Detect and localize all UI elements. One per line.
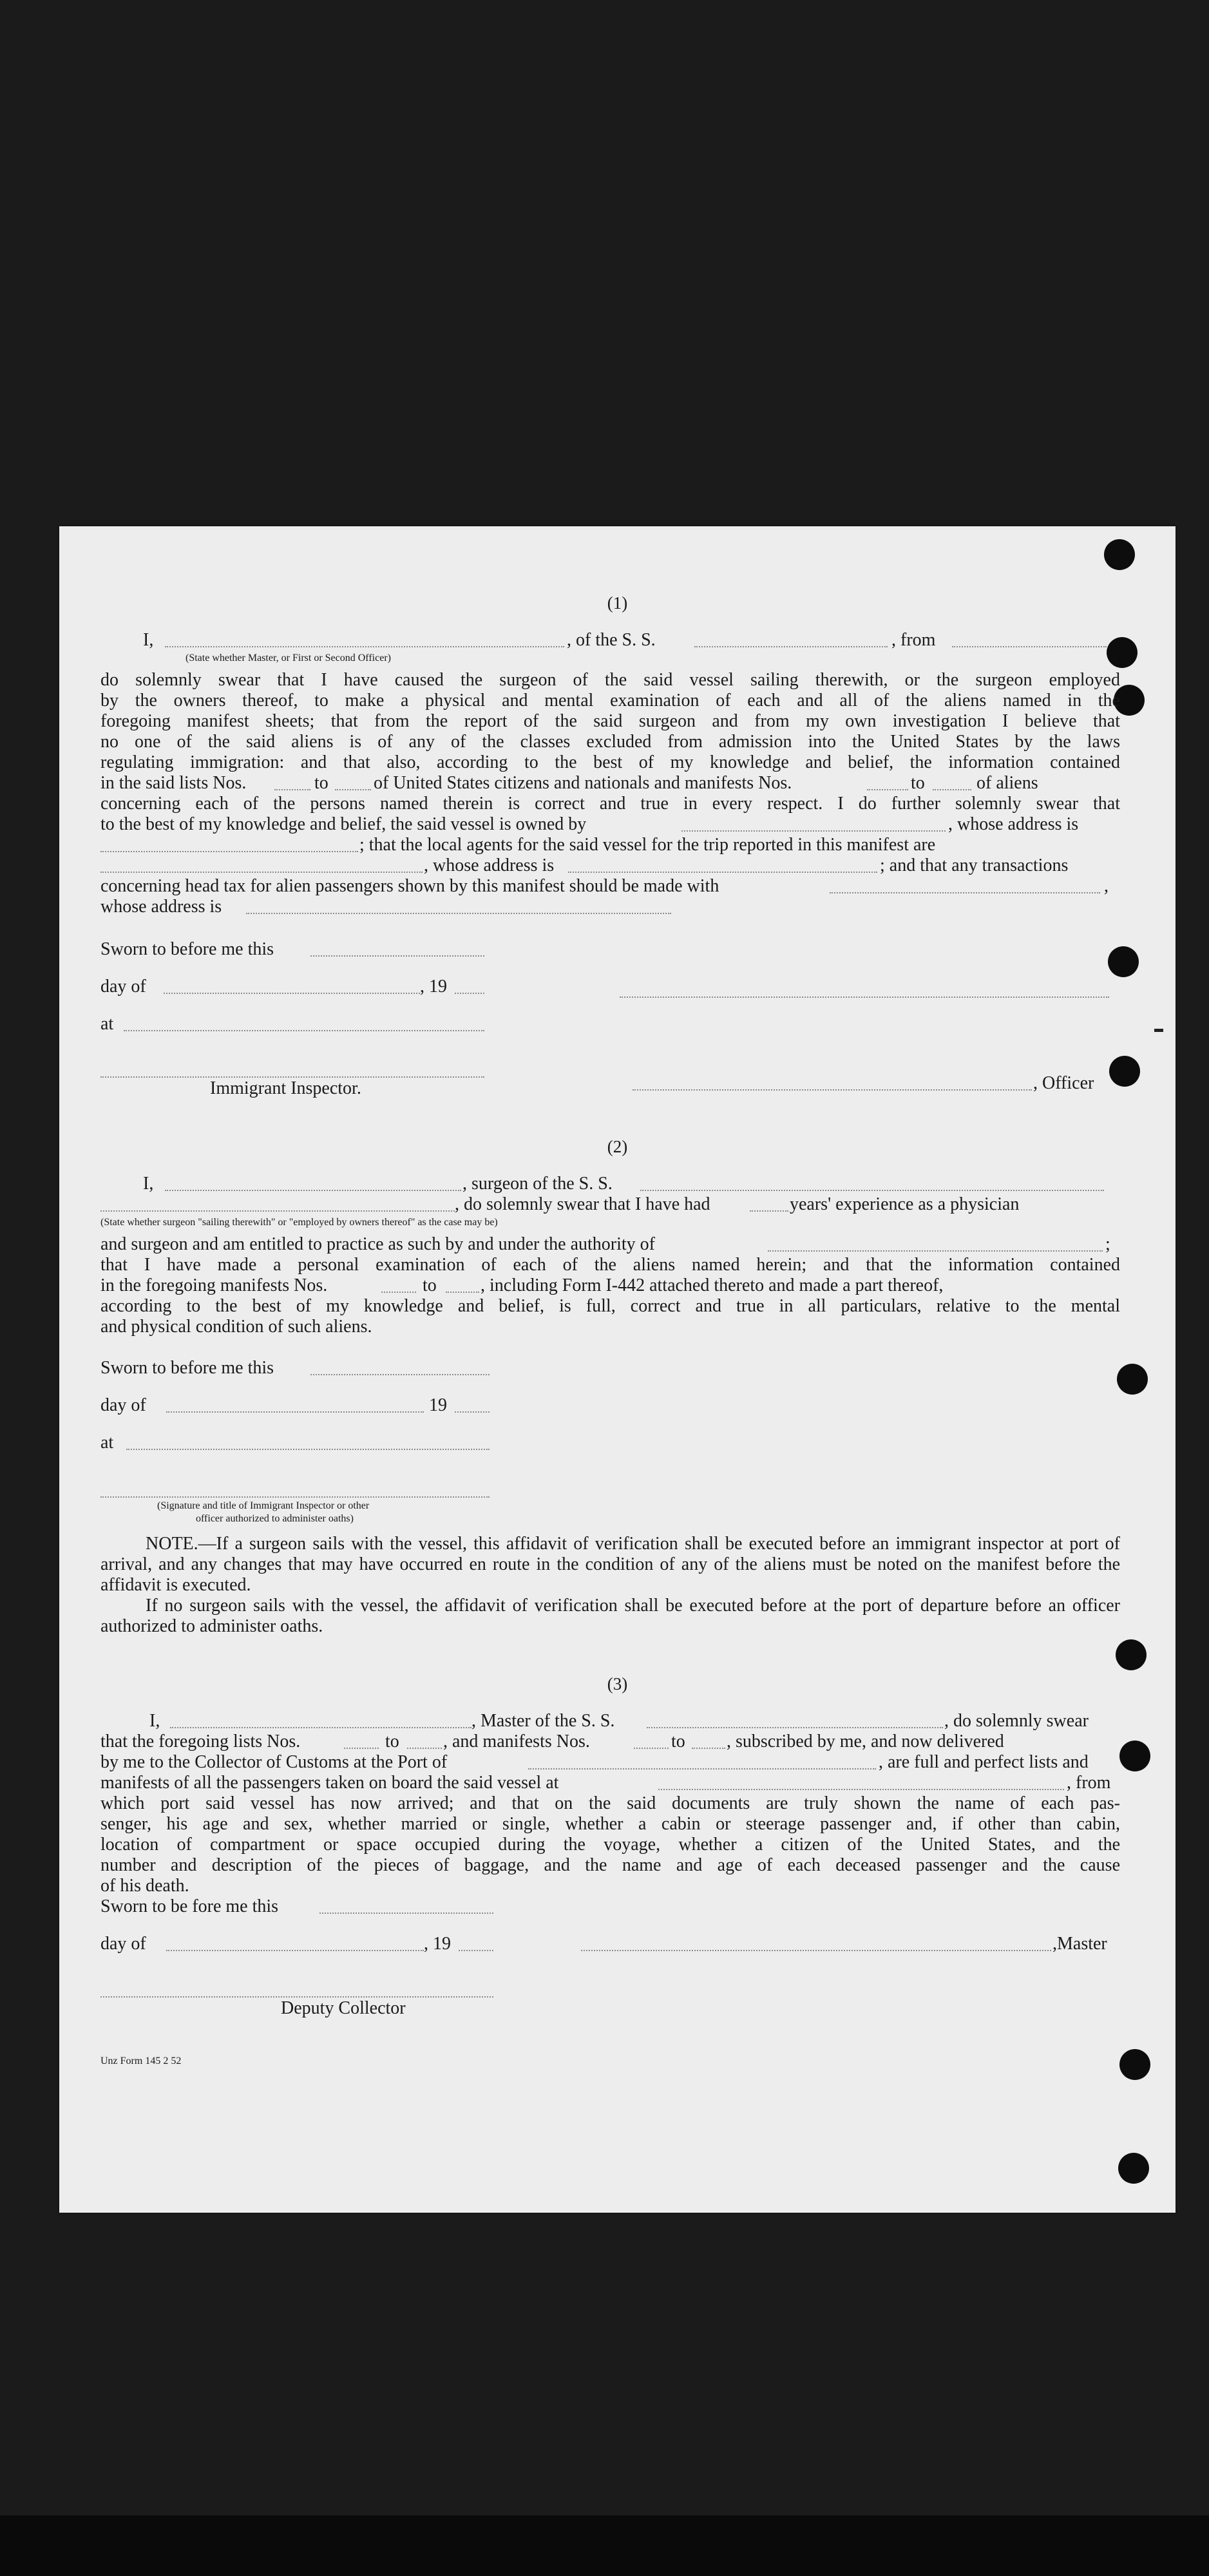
foregoing-lists-to-blank[interactable] [407, 1748, 442, 1749]
section-1-body-line: regulating immigration: and that also, according to the best of my knowledge and belief, the information contained [100, 752, 1120, 772]
section-3-body-line: senger, his age and sex, whether married or single, whether a cabin or steerage passenger and, if other than cabin, [100, 1814, 1120, 1834]
years-blank[interactable] [750, 1210, 788, 1212]
foregoing-lists-to-label: to [385, 1732, 399, 1751]
master-manifests-to-blank[interactable] [692, 1748, 725, 1749]
year-label: 19 [429, 1395, 447, 1415]
section-3-body-line: which port said vessel has now arrived; and that on the said documents are truly shown the name of each pas- [100, 1793, 1120, 1813]
section-3-last-line: of his death. [100, 1876, 189, 1896]
head-tax-comma: , [1104, 876, 1109, 896]
surgeon-ship-blank[interactable] [640, 1190, 1104, 1191]
master-of-ss: , Master of the S. S. [471, 1711, 615, 1731]
punch-hole [1119, 1741, 1150, 1771]
foregoing-lists-from-blank[interactable] [344, 1748, 379, 1749]
owner-blank[interactable] [681, 830, 946, 832]
lists-from-blank[interactable] [274, 789, 310, 790]
section-1-body-line: foregoing manifest sheets; that from the report of the said surgeon and from my own investigation I believe that [100, 711, 1120, 731]
surgeon-manifests-to-label: to [423, 1275, 437, 1295]
section-1-of-ss: , of the S. S. [567, 630, 656, 650]
head-tax-label: concerning head tax for alien passengers shown by this manifest should be made with [100, 876, 719, 896]
year-blank[interactable] [459, 1950, 493, 1951]
sworn-label: Sworn to be fore me this [100, 1896, 279, 1916]
section-3-i: I, [149, 1711, 160, 1731]
section-1-number: (1) [607, 593, 628, 613]
perfect-lists-label: , are full and perfect lists and [879, 1752, 1089, 1772]
section-2-caption: (State whether surgeon "sailing therewith" or "employed by owners thereof" as the case may be) [100, 1217, 498, 1228]
owner-address-label: , whose address is [948, 814, 1079, 834]
lists-to-label: to [314, 773, 328, 793]
lists-to-blank[interactable] [335, 789, 371, 790]
section-2-body-line: that I have made a personal examination of each of the aliens named herein; and that the information contained [100, 1255, 1120, 1275]
punch-hole [1117, 1364, 1148, 1395]
sworn-blank[interactable] [310, 955, 484, 957]
officer-name-blank[interactable] [633, 1089, 1032, 1091]
master-manifests-to-label: to [671, 1732, 685, 1751]
section-3-body-line: number and description of the pieces of baggage, and the name and age of each deceased passenger and the cause [100, 1855, 1120, 1875]
inspector-title: Immigrant Inspector. [210, 1078, 361, 1098]
sworn-blank[interactable] [310, 1374, 490, 1375]
section-1-from: , from [891, 630, 936, 650]
punch-hole [1107, 637, 1138, 668]
section-1-body-line: no one of the said aliens is of any of the classes excluded from admission into the United States by the laws [100, 732, 1120, 752]
year-label: , 19 [424, 1934, 451, 1954]
sworn-label: Sworn to before me this [100, 1358, 274, 1378]
officer-name-blank[interactable] [165, 646, 564, 647]
officer-title: , Officer [1033, 1073, 1094, 1093]
officer-signature-blank[interactable] [620, 997, 1109, 998]
master-manifests-from-blank[interactable] [634, 1748, 669, 1749]
lists-nos-label: in the said lists Nos. [100, 773, 247, 793]
year-label: , 19 [420, 977, 447, 997]
section-1-body-line: concerning each of the persons named therein is correct and true in every respect. I do further solemnly swear that [100, 794, 1120, 814]
master-swear: , do solemnly swear [944, 1711, 1089, 1731]
master-signature-blank[interactable] [581, 1950, 1051, 1951]
surgeon-swear: , do solemnly swear that I have had [455, 1194, 710, 1214]
departure-port-blank[interactable] [952, 646, 1107, 647]
punch-hole [1104, 539, 1135, 570]
of-aliens-label: of aliens [976, 773, 1038, 793]
section-2-body-line: according to the best of my knowledge and belief, is full, correct and true in all particulars, relative to the mental [100, 1296, 1120, 1316]
section-1-i: I, [143, 630, 154, 650]
section-3-number: (3) [607, 1674, 628, 1693]
section-2-i: I, [143, 1174, 154, 1194]
sworn-blank[interactable] [319, 1913, 493, 1914]
manifests-to-label: to [911, 773, 925, 793]
at-place-blank[interactable] [126, 1449, 490, 1450]
punch-hole [1108, 946, 1139, 977]
sworn-label: Sworn to before me this [100, 939, 274, 959]
manifests-nos-label: in the foregoing manifests Nos. [100, 1275, 328, 1295]
authority-blank[interactable] [768, 1250, 1103, 1252]
fold-mark [1154, 1029, 1163, 1032]
boarding-port-blank[interactable] [658, 1789, 1064, 1790]
owner-address-blank[interactable] [100, 851, 358, 852]
authority-semicolon: ; [1105, 1234, 1110, 1254]
section-1-body-line: do solemnly swear that I have caused the surgeon of the said vessel sailing therewith, or the surgeon employed [100, 670, 1120, 690]
surgeon-type-blank[interactable] [100, 1210, 455, 1212]
manifests-nos-label: , and manifests Nos. [443, 1732, 590, 1751]
at-label: at [100, 1433, 114, 1453]
surgeon-of-ss: , surgeon of the S. S. [462, 1174, 613, 1194]
local-agents-label: ; that the local agents for the said vessel for the trip reported in this manifest are [359, 835, 936, 855]
form-identifier: Unz Form 145 2 52 [100, 2056, 182, 2066]
agents-address-blank[interactable] [568, 872, 877, 873]
scanner-background-band [0, 2515, 1209, 2576]
surgeon-manifests-to-blank[interactable] [446, 1292, 479, 1293]
signature-caption: officer authorized to administer oaths) [196, 1513, 354, 1524]
signature-caption: (Signature and title of Immigrant Inspector or other [157, 1500, 370, 1511]
master-name-blank[interactable] [170, 1727, 471, 1728]
deputy-collector-title: Deputy Collector [281, 1998, 406, 2018]
day-of-label: day of [100, 977, 146, 997]
section-1-caption: (State whether Master, or First or Second Officer) [186, 653, 391, 663]
punch-hole [1119, 2049, 1150, 2080]
surgeon-name-blank[interactable] [165, 1190, 461, 1191]
no-surgeon-note: If no surgeon sails with the vessel, the affidavit of verification shall be executed before at the port of departure before an officer authorized to administer oaths. [100, 1596, 1120, 1636]
section-3-body-line: location of compartment or space occupied during the voyage, whether a citizen of the United States, and the [100, 1835, 1120, 1855]
from-label: , from [1067, 1773, 1111, 1793]
head-tax-blank[interactable] [830, 892, 1100, 893]
day-of-label: day of [100, 1395, 146, 1415]
section-2-number: (2) [607, 1137, 628, 1156]
manifests-to-blank[interactable] [933, 789, 971, 790]
manifests-from-blank[interactable] [867, 789, 908, 790]
master-title: ,Master [1052, 1934, 1107, 1954]
head-tax-address-blank[interactable] [246, 913, 671, 914]
punch-hole [1109, 1056, 1140, 1087]
manifest-affidavit-sheet [59, 526, 1176, 2213]
port-of-label: by me to the Collector of Customs at the Port of [100, 1752, 448, 1772]
master-ship-blank[interactable] [647, 1727, 943, 1728]
section-2-last-line: and physical condition of such aliens. [100, 1317, 372, 1337]
citizens-manifests-label: of United States citizens and nationals and manifests Nos. [374, 773, 792, 793]
punch-hole [1116, 1639, 1147, 1670]
surgeon-note: NOTE.—If a surgeon sails with the vessel, this affidavit of verification shall be executed before an immigrant inspector at port of arrival, and any changes that may have occurred en route in the condition of any of the aliens must be noted on the manifest before the affidavit is executed. [100, 1534, 1120, 1595]
form-i442-label: , including Form I-442 attached thereto and made a part thereof, [481, 1275, 944, 1295]
whose-address-label: whose address is [100, 897, 222, 917]
subscribed-label: , subscribed by me, and now delivered [727, 1732, 1004, 1751]
agents-blank[interactable] [100, 872, 423, 873]
agents-address-label: , whose address is [424, 855, 555, 875]
years-experience: years' experience as a physician [790, 1194, 1020, 1214]
day-month-blank[interactable] [164, 993, 420, 994]
foregoing-lists-label: that the foregoing lists Nos. [100, 1732, 301, 1751]
ship-name-blank[interactable] [694, 646, 888, 647]
taken-on-board-label: manifests of all the passengers taken on board the said vessel at [100, 1773, 559, 1793]
port-blank[interactable] [528, 1768, 876, 1770]
at-label: at [100, 1014, 114, 1034]
year-blank[interactable] [455, 1411, 490, 1413]
owned-by-label: to the best of my knowledge and belief, the said vessel is owned by [100, 814, 587, 834]
signature-blank[interactable] [100, 1496, 490, 1498]
transactions-label: ; and that any transactions [880, 855, 1069, 875]
at-place-blank[interactable] [124, 1030, 484, 1031]
day-month-blank[interactable] [166, 1950, 424, 1951]
day-of-label: day of [100, 1934, 146, 1954]
punch-hole [1118, 2153, 1149, 2184]
section-1-body-line: by the owners thereof, to make a physical and mental examination of each and all of the aliens named in the [100, 691, 1120, 711]
authority-label: and surgeon and am entitled to practice as such by and under the authority of [100, 1234, 655, 1254]
surgeon-manifests-from-blank[interactable] [381, 1292, 416, 1293]
year-blank[interactable] [455, 993, 484, 994]
day-month-blank[interactable] [166, 1411, 424, 1413]
